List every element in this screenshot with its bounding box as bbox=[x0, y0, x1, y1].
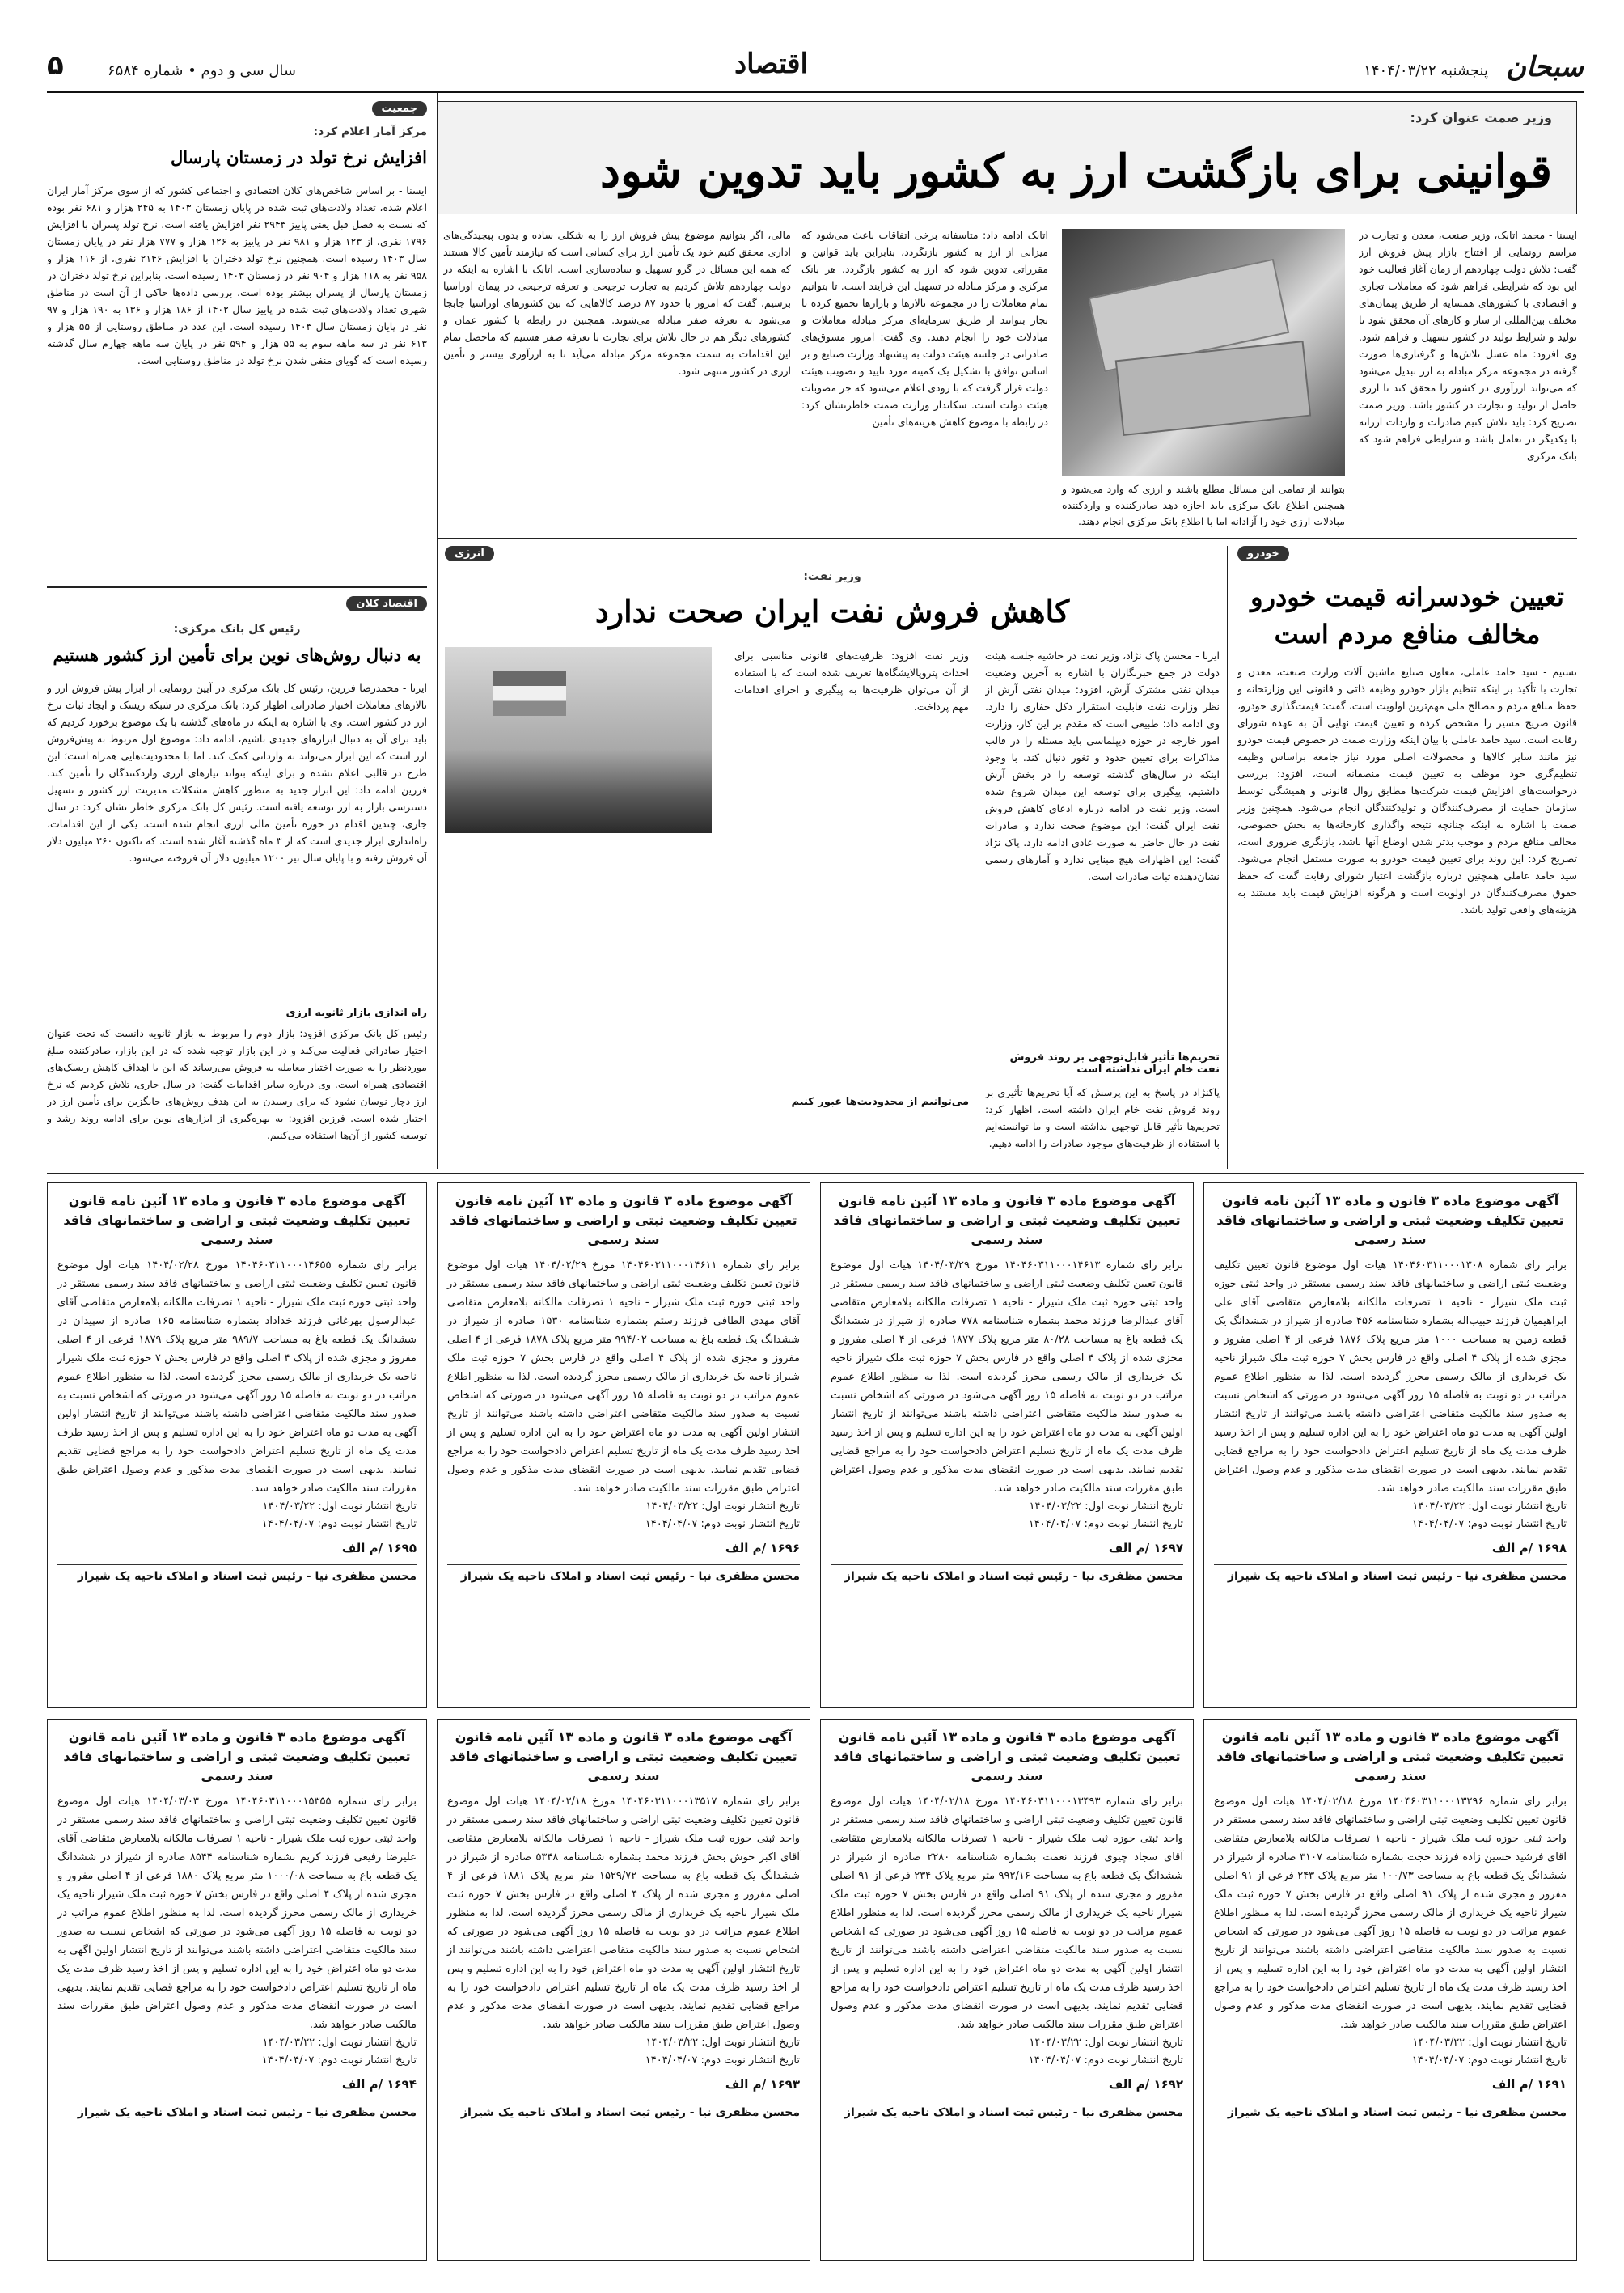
column-divider bbox=[1227, 546, 1228, 1169]
ad-title: آگهی موضوع ماده ۳ قانون و ماده ۱۳ آئین نامه قانون تعیین تکلیف وضعیت ثبتی و اراضی و ساختمانهای فاقد سند رسمی bbox=[833, 1193, 1181, 1247]
legal-notice-ad bbox=[1203, 1182, 1577, 1708]
issue-date: پنجشنبه ۱۴۰۴/۰۳/۲۲ bbox=[1364, 62, 1488, 79]
oil-subhead-2: می‌توانیم از محدودیت‌ها عبور کنیم bbox=[791, 1096, 969, 1108]
column-divider bbox=[437, 93, 438, 1169]
main-headline-box bbox=[437, 101, 1577, 214]
ad-signature: محسن مظفری نیا - رئیس ثبت اسناد و املاک ناحیه یک شیراز bbox=[447, 2101, 800, 2119]
population-kicker: مرکز آمار اعلام کرد: bbox=[313, 125, 427, 138]
ad-body: برابر رای شماره ۱۴۰۴۶۰۳۱۱۰۰۰۱۵۳۵۵ مورخ ۱۴۰۴/۰۳/۰۳ هیات اول موضوع قانون تعیین تکلیف وضعیت ثبتی اراضی و ساختمانهای فاقد سند رسمی مستقر در واحد ثبتی حوزه ثبت ملک شیراز - ناحیه ۱ تصرفات مالکانه بلامعارض متقاضی آقای علیرضا رفیعی فرزند کریم بشماره شناسنامه ۸۵۴۴ صادره از شیراز در ششدانگ یک قطعه باغ به مساحت ۱۰۰۰/۰۸ متر مربع پلاک ۱۸۸۰ فرعی از ۴ اصلی مفروز و مجزی شده از پلاک ۴ اصلی واقع در فارس بخش ۷ حوزه ثبت ملک شیراز ناحیه یک خریداری از مالک رسمی محرز گردیده است. لذا به منظور اطلاع عموم مراتب در دو نوبت به فاصله ۱۵ روز آگهی می‌شود در صورتی که اشخاص نسبت به صدور سند مالکیت متقاضی اعتراضی داشته باشند می‌توانند از تاریخ انتشار اولین آگهی به مدت دو ماه اعتراض خود را به این اداره تسلیم و پس از اخذ رسید ظرف مدت یک ماه از تاریخ تسلیم اعتراض دادخواست خود را به مراجع قضایی تقدیم نمایند. بدیهی است در صورت انقضای مدت مذکور و عدم وصول اعتراض طبق مقررات سند مالکیت صادر خواهد شد. bbox=[57, 1796, 417, 2031]
cbi-subhead: راه اندازی بازار ثانویه ارزی bbox=[285, 1007, 427, 1019]
main-column-4: مالی، اگر بتوانیم موضوع پیش فروش ارز را به شکلی ساده و بدون پیچیدگی‌های اداری محقق کنیم خود یک تأمین ارز برای کسانی است که نیازمند تأمین کالا هستند که همه این مسائل در گرو تسهیل و ساده‌سازی است. اتابک با اشاره به اینکه در دولت چهاردهم تلاش کردیم به تجارت ترجیحی و تعرفه ترجیحی در پیمان اوراسیا برسیم، گفت که امروز با حدود ۸۷ درصد کالاهایی که بین کشورهای اوراسیا جابجا می‌شود به تعرفه صفر مبادله می‌شوند. همچنین در رابطه با کشور عمان و کشورهای دیگر هم در حال تلاش برای تجارت با تعرفه صفر هستیم که ماحصل تمام این اقدامات به سمت مجموعه مرکز مبادله می‌آید تا به ارزآوری بیشتر و تأمین ارزی در کشور منتهی شود. bbox=[443, 229, 791, 377]
cbi-body: ایرنا - محمدرضا فرزین، رئیس کل بانک مرکزی در آیین رونمایی از ابزار پیش فروش ارز و تالارهای معاملات اختیار صادراتی اظهار کرد: بانک مرکزی در شبکه ریسک و ایجاد ثبات نرخ ارز در کشور است. وی با اشاره به اینکه در ماه‌های گذشته با یک موضوع برخورد کردیم که باید برای آن به دنبال ابزارهای جدیدی باشیم، ادامه داد: موضوع اول مربوط به پیش‌فروش ارز است که این ابزار می‌تواند به وارداتی کمک کند. اما با محدودیت‌هایی همراه است؛ این طرح در قالبی اعلام نشده و برای اینکه بتواند نیازهای ارزی واردکنندگان را تأمین کند. فرزین ادامه داد: این ابزار جدید به منظور کاهش مشکلات مدیریت ارز کشور و تسهیل دسترسی بازار به ارز توسعه یافته است. رئیس کل بانک مرکزی خاطر نشان کرد: در سال جاری، چندین اقدام در حوزه تأمین مالی ارزی انجام شده است. یکی از این اقدامات، راه‌اندازی ابزار جدیدی است که از ۳ ماه گذشته آغاز شده است. که تاکنون ۳۶۰ میلیون دلار آن فروش رفته و با پایان سال نیز ۱۲۰۰ میلیون دلار آن فروخته می‌شود. bbox=[47, 682, 427, 864]
ad-title: آگهی موضوع ماده ۳ قانون و ماده ۱۳ آئین نامه قانون تعیین تکلیف وضعیت ثبتی و اراضی و ساختمانهای فاقد سند رسمی bbox=[833, 1729, 1181, 1783]
section-divider bbox=[437, 538, 1577, 539]
ad-date-first: تاریخ انتشار نوبت اول: ۱۴۰۴/۰۳/۲۲ bbox=[1029, 2037, 1183, 2049]
ad-body: برابر رای شماره ۱۴۰۴۶۰۳۱۱۰۰۰۱۳۵۱۷ مورخ ۱۴۰۴/۰۲/۱۸ هیات اول موضوع قانون تعیین تکلیف وضعیت ثبتی اراضی و ساختمانهای فاقد سند رسمی مستقر در واحد ثبتی حوزه ثبت ملک شیراز - ناحیه ۱ تصرفات مالکانه بلامعارض متقاضی آقای اکبر خوش بخش فرزند محمد بشماره شناسنامه ۵۳۴۸ صادره از شیراز در ششدانگ یک قطعه باغ به مساحت ۱۵۲۹/۷۲ متر مربع پلاک ۱۸۸۱ فرعی از ۴ اصلی مفروز و مجزی شده از پلاک ۴ اصلی واقع در فارس بخش ۷ حوزه ثبت ملک شیراز ناحیه یک خریداری از مالک رسمی محرز گردیده است. لذا به منظور اطلاع عموم مراتب در دو نوبت به فاصله ۱۵ روز آگهی می‌شود در صورتی که اشخاص نسبت به صدور سند مالکیت متقاضی اعتراضی داشته باشند می‌توانند از تاریخ انتشار اولین آگهی به مدت دو ماه اعتراض خود را به این اداره تسلیم و پس از اخذ رسید ظرف مدت یک ماه از تاریخ تسلیم اعتراض دادخواست خود را به مراجع قضایی تقدیم نمایند. بدیهی است در صورت انقضای مدت مذکور و عدم وصول اعتراض طبق مقررات سند مالکیت صادر خواهد شد. bbox=[447, 1796, 800, 2031]
ad-date-first: تاریخ انتشار نوبت اول: ۱۴۰۴/۰۳/۲۲ bbox=[645, 2037, 800, 2049]
ad-code: ۱۶۹۵ /م الف bbox=[341, 1541, 417, 1555]
main-kicker: وزیر صمت عنوان کرد: bbox=[1410, 110, 1552, 125]
ad-body: برابر رای شماره ۱۴۰۴۶۰۳۱۱۰۰۰۱۳۴۹۳ مورخ ۱۴۰۴/۰۲/۱۸ هیات اول موضوع قانون تعیین تکلیف وضعیت ثبتی اراضی و ساختمانهای فاقد سند رسمی مستقر در واحد ثبتی حوزه ثبت ملک شیراز - ناحیه ۱ تصرفات مالکانه بلامعارض متقاضی آقای سجاد چیوی فرزند نعمت بشماره شناسنامه ۲۲۸۰ صادره از شیراز در ششدانگ یک قطعه باغ به مساحت ۹۹۲/۱۶ متر مربع پلاک ۲۳۴ فرعی از ۹۱ اصلی مفروز و مجزی شده از پلاک ۹۱ اصلی واقع در فارس بخش ۷ حوزه ثبت ملک شیراز ناحیه یک خریداری از مالک رسمی محرز گردیده است. لذا به منظور اطلاع عموم مراتب در دو نوبت به فاصله ۱۵ روز آگهی می‌شود در صورتی که اشخاص نسبت به صدور سند مالکیت متقاضی اعتراضی داشته باشند می‌توانند از تاریخ انتشار اولین آگهی به مدت دو ماه اعتراض خود را به این اداره تسلیم و پس از اخذ رسید ظرف مدت یک ماه از تاریخ تسلیم اعتراض دادخواست خود را به مراجع قضایی تقدیم نمایند. بدیهی است در صورت انقضای مدت مذکور و عدم وصول اعتراض طبق مقررات سند مالکیت صادر خواهد شد. bbox=[831, 1796, 1183, 2031]
ad-signature: محسن مظفری نیا - رئیس ثبت اسناد و املاک ناحیه یک شیراز bbox=[831, 2101, 1183, 2119]
oil-subhead-1: تحریم‌ها تأثیر قابل‌توجهی بر روند فروش نفت خام ایران نداشته است bbox=[1009, 1051, 1220, 1076]
car-article bbox=[1237, 546, 1577, 1169]
paper-logo: سبحان bbox=[1505, 51, 1584, 83]
ad-body: برابر رای شماره ۱۴۰۴۶۰۳۱۱۰۰۰۱۴۶۵۵ مورخ ۱۴۰۴/۰۲/۲۸ هیات اول موضوع قانون تعیین تکلیف وضعیت ثبتی اراضی و ساختمانهای فاقد سند رسمی مستقر در واحد ثبتی حوزه ثبت ملک شیراز - ناحیه ۱ تصرفات مالکانه بلامعارض متقاضی آقای عبدالرسول بهرغانی فرزند خداداد بشماره شناسنامه ۱۶۵ صادره از سپیدان در ششدانگ یک قطعه باغ به مساحت ۹۸۹/۷ متر مربع پلاک ۱۸۷۹ فرعی از ۴ اصلی مفروز و مجزی شده از پلاک ۴ اصلی واقع در فارس بخش ۷ حوزه ثبت ملک شیراز ناحیه یک خریداری از مالک رسمی محرز گردیده است. لذا به منظور اطلاع عموم مراتب در دو نوبت به فاصله ۱۵ روز آگهی می‌شود در صورتی که اشخاص نسبت به صدور سند مالکیت متقاضی اعتراضی داشته باشند می‌توانند از تاریخ انتشار اولین آگهی به مدت دو ماه اعتراض خود را به این اداره تسلیم و پس از اخذ رسید ظرف مدت یک ماه از تاریخ تسلیم اعتراض دادخواست خود را به مراجع قضایی تقدیم نمایند. بدیهی است در صورت انقضای مدت مذکور و عدم وصول اعتراض طبق مقررات سند مالکیت صادر خواهد شد. bbox=[57, 1259, 417, 1495]
car-tag: خودرو bbox=[1237, 546, 1289, 561]
ad-date-second: تاریخ انتشار نوبت دوم: ۱۴۰۴/۰۴/۰۷ bbox=[1028, 1518, 1183, 1530]
ad-signature: محسن مظفری نیا - رئیس ثبت اسناد و املاک ناحیه یک شیراز bbox=[57, 1564, 417, 1583]
ad-signature: محسن مظفری نیا - رئیس ثبت اسناد و املاک ناحیه یک شیراز bbox=[1214, 1564, 1567, 1583]
oil-body-2: پاکنژاد در پاسخ به این پرسش که آیا تحریم‌ها تأثیری بر روند فروش نفت خام ایران داشته است، اظهار کرد: تحریم‌ها تأثیر قابل توجهی نداشته است و ما توانسته‌ایم با استفاده از ظرفیت‌های موجود صادرات را ادامه دهیم. bbox=[985, 1086, 1220, 1149]
oil-body-3: وزیر نفت افزود: ظرفیت‌های قانونی مناسبی برای احداث پتروپالایشگاه‌ها تعریف شده است که با استفاده از آن می‌توان ظرفیت‌ها به پیگیری و اجرای اقدامات مهم پرداخت. bbox=[734, 649, 969, 713]
ad-signature: محسن مظفری نیا - رئیس ثبت اسناد و املاک ناحیه یک شیراز bbox=[831, 1564, 1183, 1583]
population-tag: جمعیت bbox=[372, 101, 428, 116]
ad-code: ۱۶۹۶ /م الف bbox=[725, 1541, 800, 1555]
ad-title: آگهی موضوع ماده ۳ قانون و ماده ۱۳ آئین نامه قانون تعیین تکلیف وضعیت ثبتی و اراضی و ساختمانهای فاقد سند رسمی bbox=[450, 1729, 797, 1783]
ad-date-second: تاریخ انتشار نوبت دوم: ۱۴۰۴/۰۴/۰۷ bbox=[645, 2054, 800, 2067]
ad-body: برابر رای شماره ۱۴۰۴۶۰۳۱۱۰۰۰۱۴۶۱۳ مورخ ۱۴۰۴/۰۳/۲۹ هیات اول موضوع قانون تعیین تکلیف وضعیت ثبتی اراضی و ساختمانهای فاقد سند رسمی مستقر در واحد ثبتی حوزه ثبت ملک شیراز - ناحیه ۱ تصرفات مالکانه بلامعارض متقاضی آقای عبدالرضا فرزند محمد بشماره شناسنامه ۷۷۸ صادره از شیراز در ششدانگ یک قطعه باغ به مساحت ۸۰/۲۸ متر مربع پلاک ۱۸۷۷ فرعی از ۴ اصلی مفروز و مجزی شده از پلاک ۴ اصلی واقع در فارس بخش ۷ حوزه ثبت ملک شیراز ناحیه یک خریداری از مالک رسمی محرز گردیده است. لذا به منظور اطلاع عموم مراتب در دو نوبت به فاصله ۱۵ روز آگهی می‌شود در صورتی که اشخاص نسبت به صدور سند مالکیت متقاضی اعتراضی داشته باشند می‌توانند از تاریخ انتشار اولین آگهی به مدت دو ماه اعتراض خود را به این اداره تسلیم و پس از اخذ رسید ظرف مدت یک ماه از تاریخ تسلیم اعتراض دادخواست خود را به مراجع قضایی تقدیم نمایند. بدیهی است در صورت انقضای مدت مذکور و عدم وصول اعتراض طبق مقررات سند مالکیت صادر خواهد شد. bbox=[831, 1259, 1183, 1495]
oil-body: ایرنا - محسن پاک نژاد، وزیر نفت در حاشیه جلسه هیئت دولت در جمع خبرنگاران با اشاره به آخرین وضعیت میدان نفتی مشترک آرش، افزود: میدان نفتی آرش از نظر وزارت نفت قابلیت استقرار دکل حفاری را دارد. وی ادامه داد: طبیعی است که مقدم بر این کار، وزارت امور خارجه در حوزه دیپلماسی باید مسئله را در قالب مذاکرات برای تعیین حدود و ثغور دنبال کند. با وجود اینکه در سال‌های گذشته توسعه را در بخش آرش داشتیم، پیگیری برای توسعه این میدان شروع شده است. وزیر نفت در ادامه درباره ادعای کاهش فروش نفت ایران گفت: این موضوع صحت ندارد و صادرات نفت در حال حاضر به صورت عادی ادامه دارد. پاک نژاد گفت: این اظهارات هیچ مبنایی ندارد و آمارهای رسمی نشان‌دهنده ثبات صادرات است. bbox=[985, 649, 1220, 882]
ad-code: ۱۶۹۲ /م الف bbox=[1108, 2077, 1183, 2092]
ad-date-first: تاریخ انتشار نوبت اول: ۱۴۰۴/۰۳/۲۲ bbox=[1029, 1500, 1183, 1512]
legal-notice-ad bbox=[1203, 1719, 1577, 2261]
ad-title: آگهی موضوع ماده ۳ قانون و ماده ۱۳ آئین نامه قانون تعیین تکلیف وضعیت ثبتی و اراضی و ساختمانهای فاقد سند رسمی bbox=[63, 1729, 411, 1783]
ad-date-first: تاریخ انتشار نوبت اول: ۱۴۰۴/۰۳/۲۲ bbox=[1412, 2037, 1567, 2049]
ad-signature: محسن مظفری نیا - رئیس ثبت اسناد و املاک ناحیه یک شیراز bbox=[57, 2101, 417, 2119]
legal-notice-ad bbox=[437, 1182, 810, 1708]
ad-date-second: تاریخ انتشار نوبت دوم: ۱۴۰۴/۰۴/۰۷ bbox=[261, 2054, 417, 2067]
ad-title: آگهی موضوع ماده ۳ قانون و ماده ۱۳ آئین نامه قانون تعیین تکلیف وضعیت ثبتی و اراضی و ساختمانهای فاقد سند رسمی bbox=[1216, 1729, 1564, 1783]
energy-tag: انرژی bbox=[445, 546, 494, 561]
ad-signature: محسن مظفری نیا - رئیس ثبت اسناد و املاک ناحیه یک شیراز bbox=[447, 1564, 800, 1583]
ad-signature: محسن مظفری نیا - رئیس ثبت اسناد و املاک ناحیه یک شیراز bbox=[1214, 2101, 1567, 2119]
legal-notice-ad bbox=[47, 1719, 427, 2261]
oil-headline: کاهش فروش نفت ایران صحت ندارد bbox=[594, 593, 1070, 629]
population-headline: افزایش نرخ تولد در زمستان پارسال bbox=[171, 147, 427, 167]
ad-code: ۱۶۹۱ /م الف bbox=[1491, 2077, 1567, 2092]
ad-code: ۱۶۹۴ /م الف bbox=[341, 2077, 417, 2092]
section-divider bbox=[47, 586, 427, 588]
ad-code: ۱۶۹۳ /م الف bbox=[725, 2077, 800, 2092]
ad-date-second: تاریخ انتشار نوبت دوم: ۱۴۰۴/۰۴/۰۷ bbox=[645, 1518, 800, 1530]
ad-body: برابر رای شماره ۱۴۰۴۶۰۳۱۱۰۰۰۱۴۶۱۱ مورخ ۱۴۰۴/۰۲/۲۹ هیات اول موضوع قانون تعیین تکلیف وضعیت ثبتی اراضی و ساختمانهای فاقد سند رسمی مستقر در واحد ثبتی حوزه ثبت ملک شیراز - ناحیه ۱ تصرفات مالکانه بلامعارض متقاضی آقای مهدی الطافی فرزند رستم بشماره شناسنامه ۱۵۳۰ صادره از شیراز در ششدانگ یک قطعه باغ به مساحت ۹۹۴/۰۲ متر مربع پلاک ۱۸۷۸ فرعی از ۴ اصلی مفروز و مجزی شده از پلاک ۴ اصلی واقع در فارس بخش ۷ حوزه ثبت ملک شیراز ناحیه یک خریداری از مالک رسمی محرز گردیده است. لذا به منظور اطلاع عموم مراتب در دو نوبت به فاصله ۱۵ روز آگهی می‌شود در صورتی که اشخاص نسبت به صدور سند مالکیت متقاضی اعتراضی داشته باشند می‌توانند از تاریخ انتشار اولین آگهی به مدت دو ماه اعتراض خود را به این اداره تسلیم و پس از اخذ رسید ظرف مدت یک ماه از تاریخ تسلیم اعتراض دادخواست خود را به مراجع قضایی تقدیم نمایند. بدیهی است در صورت انقضای مدت مذکور و عدم وصول اعتراض طبق مقررات سند مالکیت صادر خواهد شد. bbox=[447, 1259, 800, 1495]
page-header bbox=[47, 44, 1584, 93]
ad-date-first: تاریخ انتشار نوبت اول: ۱۴۰۴/۰۳/۲۲ bbox=[262, 1500, 417, 1512]
cbi-body-continued: رئیس کل بانک مرکزی افزود: بازار دوم را مربوط به بازار ثانویه دانست که تحت عنوان اختیار صادراتی فعالیت می‌کند و در این بازار توجیه شده که در این بازار، صادرکننده مبلغ موردنظر را به صورت اختیار معامله به فروش می‌رساند که این با اهداف کاهش ریسک‌های اقتصادی همراه است. وی درباره سایر اقدامات گفت: در سال جاری، تلاش کردیم که نرخ ارز دچار نوسان نشود که برای رسیدن به این هدف روش‌های جایگزین برای تأمین ارز در اختیار شده است. فرزین افزود: به بهره‌گیری از ابزارهای نوین برای ادامه روند رشد و توسعه کشور از آن‌ها استفاده می‌کنیم. bbox=[47, 1027, 427, 1141]
ad-title: آگهی موضوع ماده ۳ قانون و ماده ۱۳ آئین نامه قانون تعیین تکلیف وضعیت ثبتی و اراضی و ساختمانهای فاقد سند رسمی bbox=[450, 1193, 797, 1247]
ad-date-first: تاریخ انتشار نوبت اول: ۱۴۰۴/۰۳/۲۲ bbox=[262, 2037, 417, 2049]
ad-title: آگهی موضوع ماده ۳ قانون و ماده ۱۳ آئین نامه قانون تعیین تکلیف وضعیت ثبتی و اراضی و ساختمانهای فاقد سند رسمی bbox=[63, 1193, 411, 1247]
car-headline: تعیین خودسرانه قیمت خودرو مخالف منافع مردم است bbox=[1250, 582, 1564, 649]
ad-date-second: تاریخ انتشار نوبت دوم: ۱۴۰۴/۰۴/۰۷ bbox=[1411, 2054, 1567, 2067]
ads-divider bbox=[47, 1173, 1584, 1174]
oil-platform-photo bbox=[445, 647, 712, 833]
section-title: اقتصاد bbox=[734, 48, 808, 80]
ad-code: ۱۶۹۷ /م الف bbox=[1108, 1541, 1183, 1555]
left-sidebar bbox=[47, 101, 427, 1169]
ad-body: برابر رای شماره ۱۴۰۴۶۰۳۱۱۰۰۰۱۳۲۹۶ مورخ ۱۴۰۴/۰۲/۱۸ هیات اول موضوع قانون تعیین تکلیف وضعیت ثبتی اراضی و ساختمانهای فاقد سند رسمی مستقر در واحد ثبتی حوزه ثبت ملک شیراز - ناحیه ۱ تصرفات مالکانه بلامعارض متقاضی آقای فرشید حسین زاده فرزند حجت بشماره شناسنامه ۳۱۰۷ صادره از شیراز در ششدانگ یک قطعه باغ به مساحت ۱۰۰/۷۳ متر مربع پلاک ۲۴۳ فرعی از ۹۱ اصلی مفروز و مجزی شده از پلاک ۹۱ اصلی واقع در فارس بخش ۷ حوزه ثبت ملک شیراز ناحیه یک خریداری از مالک رسمی محرز گردیده است. لذا به منظور اطلاع عموم مراتب در دو نوبت به فاصله ۱۵ روز آگهی می‌شود در صورتی که اشخاص نسبت به صدور سند مالکیت متقاضی اعتراضی داشته باشند می‌توانند از تاریخ انتشار اولین آگهی به مدت دو ماه اعتراض خود را به این اداره تسلیم و پس از اخذ رسید ظرف مدت یک ماه از تاریخ تسلیم اعتراض دادخواست خود را به مراجع قضایی تقدیم نمایند. بدیهی است در صورت انقضای مدت مذکور و عدم وصول اعتراض طبق مقررات سند مالکیت صادر خواهد شد. bbox=[1214, 1796, 1567, 2031]
main-column-1: ایسنا - محمد اتابک، وزیر صنعت، معدن و تجارت در مراسم رونمایی از افتتاح بازار پیش فروش ارز گفت: تلاش دولت چهاردهم از زمان آغاز فعالیت خود این بود که شرایطی فراهم شود که معاملات تجاری و اقتصادی با کشورهای همسایه از طریق پیمان‌های مختلف بین‌المللی از ساز و کارهای آن محقق شود تا تولید و شرایط تولید در کشور تسهیل و فراهم شود. وی افزود: ماه عسل تلاش‌ها و گرفتاری‌ها صورت گرفته در مجموعه مرکز مبادله به ارز تبدیل می‌شود که می‌تواند ارزآوری در کشور را محقق کند تا ارزی حاصل از تولید و تجارت در کشور باشد. وزیر صمت تصریح کرد: باید تلاش کنیم صادرات و واردات ارزانه با یکدیگر در تعامل باشد و شرایطی فراهم شود که بانک مرکزی bbox=[1359, 229, 1577, 462]
car-body: تسنیم - سید حامد عاملی، معاون صنایع ماشین آلات وزارت صنعت، معدن و تجارت با تأکید بر اینکه تنظیم بازار خودرو وظیفه ذاتی و قانونی این وزارتخانه و حفظ منافع مردم و مصالح ملی مهم‌ترین اولویت است، گفت: قیمت‌گذاری خودرو، قانون صریح مسیر را مشخص کرده و تعیین قیمت نهایی آن به عهده شورای رقابت است. سید حامد عاملی با بیان اینکه وزارت صمت در خصوص قیمت خودرو نیز مانند سایر کالاها و محصولات اصلی مورد نیاز جامعه براساس وظیفه تنظیم‌گری خود موظف به تعیین قیمت منصفانه است، افزود: بررسی درخواست‌های افزایش قیمت شرکت‌ها مطابق روال قانونی و همیشگی توسط سازمان حمایت از مصرف‌کنندگان و تولیدکنندگان انجام می‌شود. همچنین وزیر صمت با اشاره به اینکه چنانچه نتیجه واگذاری کارخانه‌ها به بخش خصوصی، مخالف منافع مردم و موجب بدتر شدن اوضاع آنها باشد، بازنگری ضروری است، تصریح کرد: این روند برای تعیین قیمت خودرو به صورت مستقل انجام می‌شود. سید حامد عاملی همچنین درباره بازگشت اعتبار شورای رقابت گفت که حفظ حقوق مصرف‌کنندگان در اولویت است و هرگونه افزایش قیمت باید مستند به هزینه‌های واقعی تولید باشد. bbox=[1237, 666, 1577, 916]
ad-body: برابر رای شماره ۱۴۰۴۶۰۳۱۱۰۰۰۱۳۰۸ هیات اول موضوع قانون تعیین تکلیف وضعیت ثبتی اراضی و ساختمانهای فاقد سند رسمی مستقر در واحد ثبتی حوزه ثبت ملک شیراز - ناحیه ۱ تصرفات مالکانه بلامعارض متقاضی آقای علی ابراهیمیان فرزند حبیب‌اله بشماره شناسنامه ۴۵۶ صادره از شیراز در ششدانگ یک قطعه زمین به مساحت ۱۰۰۰ متر مربع پلاک ۱۸۷۶ فرعی از ۴ اصلی مفروز و مجزی شده از پلاک ۴ اصلی واقع در فارس بخش ۷ حوزه ثبت ملک شیراز ناحیه یک خریداری از مالک رسمی محرز گردیده است. لذا به منظور اطلاع عموم مراتب در دو نوبت به فاصله ۱۵ روز آگهی می‌شود در صورتی که اشخاص نسبت به صدور سند مالکیت متقاضی اعتراضی داشته باشند می‌توانند از تاریخ انتشار اولین آگهی به مدت دو ماه اعتراض خود را به این اداره تسلیم و پس از اخذ رسید ظرف مدت یک ماه از تاریخ تسلیم اعتراض دادخواست خود را به مراجع قضایی تقدیم نمایند. بدیهی است در صورت انقضای مدت مذکور و عدم وصول اعتراض طبق مقررات سند مالکیت صادر خواهد شد. bbox=[1214, 1259, 1567, 1495]
flag-shape bbox=[493, 671, 566, 716]
ad-date-first: تاریخ انتشار نوبت اول: ۱۴۰۴/۰۳/۲۲ bbox=[1412, 1500, 1567, 1512]
cbi-kicker: رئیس کل بانک مرکزی: bbox=[173, 623, 301, 636]
ad-date-second: تاریخ انتشار نوبت دوم: ۱۴۰۴/۰۴/۰۷ bbox=[1411, 1518, 1567, 1530]
population-body: ایسنا - بر اساس شاخص‌های کلان اقتصادی و اجتماعی کشور که از سوی مرکز آمار ایران اعلام شده، تعداد ولادت‌های ثبت شده در پایان زمستان ۱۴۰۳ به ۲۴۵ هزار و ۶۸۱ نفر بوده که نسبت به فصل قبل یعنی پاییز ۲۹۴۳ نفر افزایش یافته است. نرخ تولد پسران با افزایش ۱۷۹۶ نفری، از ۱۲۳ هزار و ۹۸۱ نفر در پاییز به ۱۲۶ هزار و ۷۷۷ هزار نفر در پایان زمستان سال ۱۴۰۳ رسیده است. همچنین نرخ تولد دختران با افزایش ۲۱۴۶ نفری، از ۱۱۶ هزار و ۹۵۸ نفر به ۱۱۸ هزار و ۹۰۴ نفر در زمستان ۱۴۰۳ رسیده است. بنابراین نرخ تولد دختران در زمستان پارسال از پسران بیشتر بوده است. بررسی داده‌ها حاکی از آن است در مناطق شهری تعداد ولادت‌های ثبت شده در پاییز سال ۱۴۰۲ از ۱۸۶ هزار و ۱۳۶ به ۱۹۰ هزار و ۹۷ نفر در پایان زمستان سال ۱۴۰۳ رسیده است. این عدد در مناطق روستایی از ۵۵ هزار و ۶۱۳ نفر در سه ماهه سوم به ۵۵ هزار و ۵۹۴ نفر در پایان سه ماهه چهارم سال گذشته رسیده است که گویای منفی شدن نرخ تولد در مناطق روستایی است. bbox=[47, 184, 427, 366]
ad-date-second: تاریخ انتشار نوبت دوم: ۱۴۰۴/۰۴/۰۷ bbox=[261, 1518, 417, 1530]
photo-caption: بتوانند از تمامی این مسائل مطلع باشند و ارزی که وارد می‌شود و همچنین اطلاع بانک مرکزی باید اجازه دهد صادرکننده و واردکننده مبادلات ارزی خود را آزادانه اما با اطلاع بانک مرکزی انجام دهند. bbox=[1062, 483, 1345, 527]
ad-code: ۱۶۹۸ /م الف bbox=[1491, 1541, 1567, 1555]
oil-kicker: وزیر نفت: bbox=[803, 570, 861, 583]
ad-date-first: تاریخ انتشار نوبت اول: ۱۴۰۴/۰۳/۲۲ bbox=[645, 1500, 800, 1512]
ad-title: آگهی موضوع ماده ۳ قانون و ماده ۱۳ آئین نامه قانون تعیین تکلیف وضعیت ثبتی و اراضی و ساختمانهای فاقد سند رسمی bbox=[1216, 1193, 1564, 1247]
ad-date-second: تاریخ انتشار نوبت دوم: ۱۴۰۴/۰۴/۰۷ bbox=[1028, 2054, 1183, 2067]
cbi-headline: به دنبال روش‌های نوین برای تأمین ارز کشور هستیم bbox=[53, 645, 421, 665]
legal-notice-ad bbox=[437, 1719, 810, 2261]
macro-tag: اقتصاد کلان bbox=[346, 596, 427, 611]
legal-notice-ad bbox=[820, 1719, 1194, 2261]
legal-notice-ad bbox=[47, 1182, 427, 1708]
main-headline: قوانینی برای بازگشت ارز به کشور باید تدوین شود bbox=[600, 145, 1552, 198]
issue-number: سال سی و دوم • شماره ۶۵۸۴ bbox=[108, 62, 296, 79]
main-column-3: اتابک ادامه داد: متاسفانه برخی اتفاقات باعث می‌شود که میزانی از ارز به کشور بازنگردد، بنابراین باید قوانین و مقرراتی تدوین شود که ارز به کشور بازگردد. هر بانک مرکزی و مرکز مبادله در تسهیل این فرایند است. تا بتوانیم تمام معاملات را در مجموعه تالارها و بازارها تجمیع کرده تا نجار بتوانند از طریق سرمایه‌ای مرکز مبادله معاملات و مبادلات خود را انجام دهند. وی گفت: امروز مشوق‌های صادراتی در جلسه هیئت دولت به پیشنهاد وزارت صنایع و بر اساس توافق با تشکیل یک کمیته مورد تایید و تصویب هیئت دولت قرار گرفت که با زودی اعلام می‌شود که جز مصوبات هیئت دولت است. سکاندار وزارت صمت خاطرنشان کرد: در رابطه با موضوع کاهش هزینه‌های تأمین bbox=[801, 229, 1048, 428]
money-photo bbox=[1062, 229, 1345, 476]
page-number: ۵ bbox=[47, 49, 64, 82]
legal-notice-ad bbox=[820, 1182, 1194, 1708]
oil-article bbox=[445, 546, 1220, 1169]
